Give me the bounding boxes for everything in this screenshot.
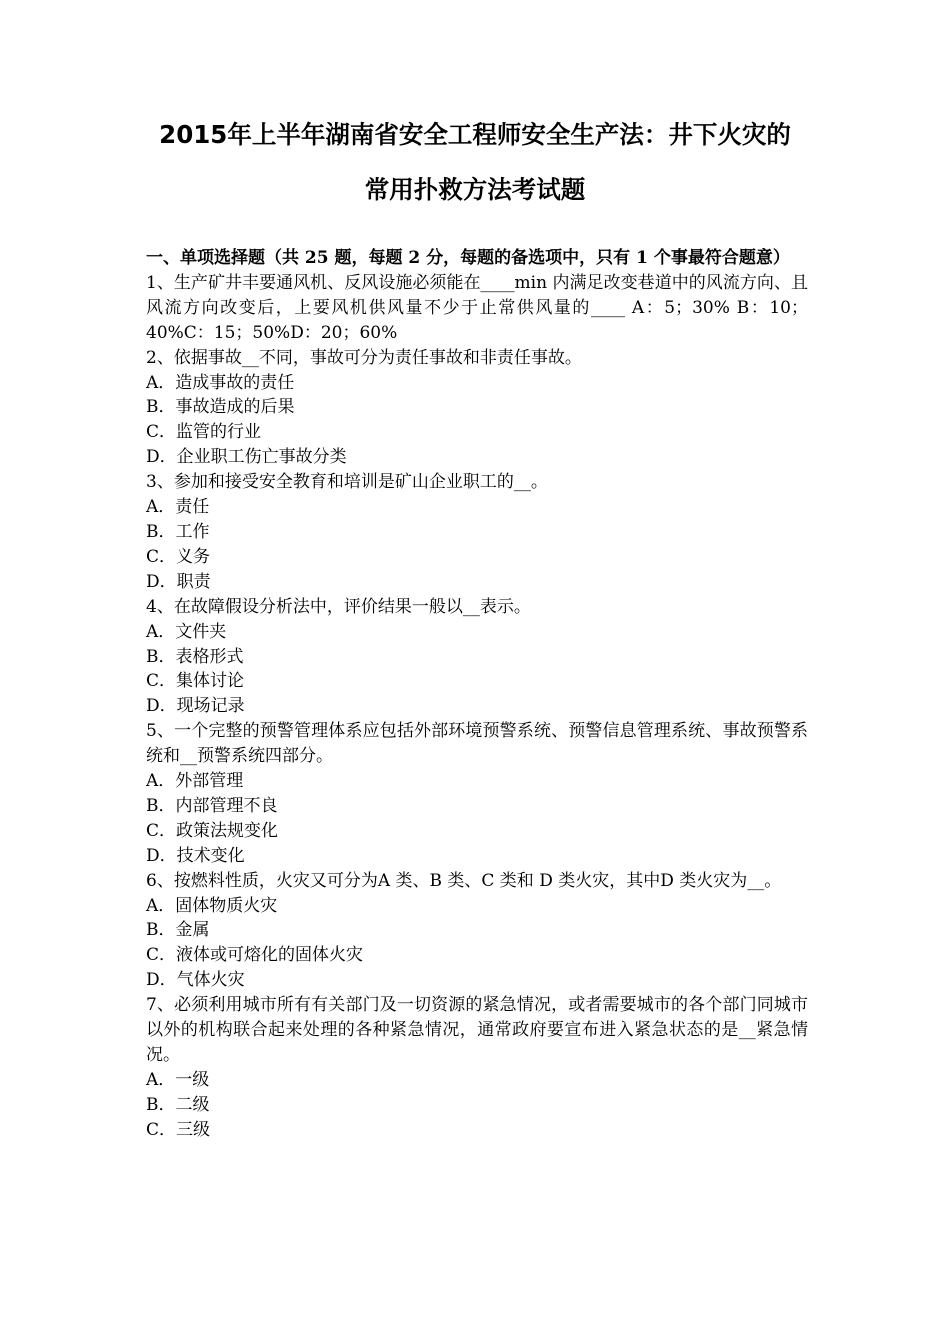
answer-option: D．技术变化 (146, 845, 245, 866)
document-title-line-2: 常用扑救方法考试题 (364, 175, 586, 204)
answer-option: C．三级 (146, 1119, 211, 1140)
answer-option: A．造成事故的责任 (146, 372, 295, 393)
answer-option: A．固体物质火灾 (146, 895, 278, 916)
answer-option: B．工作 (146, 521, 210, 542)
question-text: 5、一个完整的预警管理体系应包括外部环境预警系统、预警信息管理系统、事故预警系统和__预警系统四部分。 (146, 721, 808, 767)
question-item (146, 993, 808, 1142)
document-body (146, 246, 808, 1143)
question-item (146, 271, 808, 346)
answer-option: C．政策法规变化 (146, 820, 279, 841)
question-list (146, 271, 808, 1143)
question-item (146, 869, 808, 994)
answer-option: C．集体讨论 (146, 671, 245, 692)
section-heading: 一、单项选择题（共 25 题，每题 2 分，每题的备选项中，只有 1 个事最符合题意） (146, 248, 790, 268)
answer-option: B．内部管理不良 (146, 795, 278, 816)
answer-option: B．二级 (146, 1094, 210, 1115)
answer-option: C．监管的行业 (146, 422, 262, 443)
answer-option: B．事故造成的后果 (146, 397, 295, 418)
answer-option: D．气体火灾 (146, 970, 245, 991)
question-text: 3、参加和接受安全教育和培训是矿山企业职工的__。 (146, 472, 548, 493)
question-item (146, 346, 808, 471)
answer-option: D．企业职工伤亡事故分类 (146, 447, 347, 468)
answer-option: A．外部管理 (146, 771, 244, 792)
answer-option: A．责任 (146, 497, 210, 518)
answer-option: C．义务 (146, 546, 211, 567)
question-text: 1、生产矿井丰要通风机、反风设施必须能在____min 内满足改变巷道中的风流方向、且风流方向改变后，上要风机供风量不少于止常供风量的____ A：5；30% B：10；40%C：15；50%D：20；60% (146, 272, 808, 343)
answer-option: B．金属 (146, 920, 210, 941)
answer-option: A．一级 (146, 1069, 210, 1090)
answer-option: A．文件夹 (146, 621, 227, 642)
document-title-line-1: 2015年上半年湖南省安全工程师安全生产法：井下火灾的 (159, 120, 791, 149)
question-text: 7、必须利用城市所有有关部门及一切资源的紧急情况，或者需要城市的各个部门同城市以外的机构联合起来处理的各种紧急情况，通常政府要宣布进入紧急状态的是__紧急情况。 (146, 995, 808, 1065)
question-text: 2、依据事故__不同，事故可分为责任事故和非责任事故。 (146, 347, 582, 368)
question-item (146, 595, 808, 720)
answer-option: C．液体或可熔化的固体火灾 (146, 945, 364, 966)
question-item (146, 719, 808, 868)
question-item (146, 470, 808, 595)
question-text: 4、在故障假设分析法中，评价结果一般以__表示。 (146, 596, 531, 617)
answer-option: B．表格形式 (146, 646, 244, 667)
answer-option: D．现场记录 (146, 696, 245, 717)
question-text: 6、按燃料性质，火灾又可分为A 类、B 类、C 类和 D 类火灾，其中D 类火灾为__。 (146, 870, 782, 891)
answer-option: D．职责 (146, 571, 211, 592)
